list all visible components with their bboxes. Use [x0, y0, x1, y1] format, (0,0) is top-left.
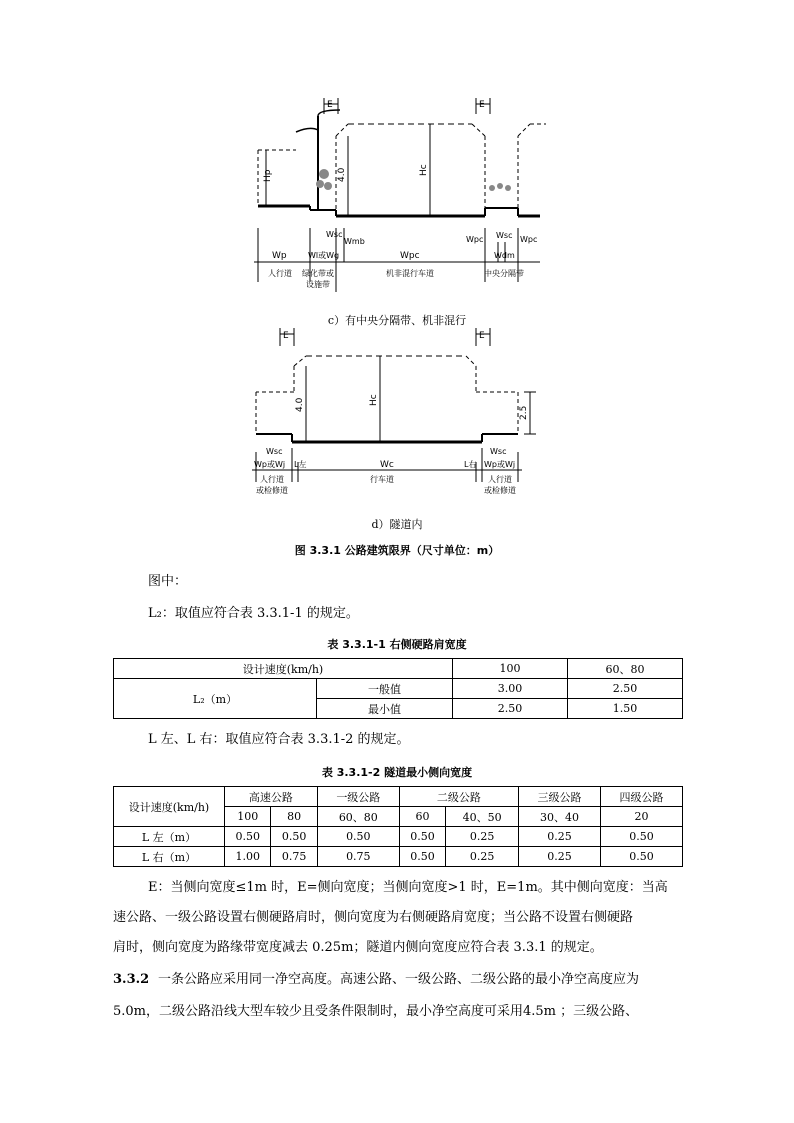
figure-c-caption: c）有中央分隔带、机非混行 — [327, 314, 467, 327]
table-cell: 40、50 — [446, 807, 519, 827]
fig-d-25-label: 2.5 — [519, 405, 529, 420]
fig-d-walk-right-label-1: 人行道 — [488, 475, 512, 484]
fig-c-e-right-label: E — [479, 100, 485, 110]
table2-title: 表 3.3.1-2 隧道最小侧向宽度 — [321, 766, 473, 779]
table-row — [114, 787, 683, 807]
table1 — [113, 658, 683, 719]
table-cell: 0.50 — [317, 827, 399, 847]
fig-d-walk-left-label-2: 或检修道 — [256, 486, 288, 495]
figure-c-diagram — [240, 92, 550, 307]
table-cell: 最小值 — [317, 699, 453, 719]
table-cell: 0.50 — [399, 847, 445, 867]
fig-c-greenbelt-label-1: 绿化带或 — [302, 269, 334, 278]
table-cell: 0.25 — [519, 847, 601, 867]
table-cell: 二级公路 — [399, 787, 518, 807]
fig-c-wlwg-label: Wl或Wg — [308, 251, 340, 260]
table1-title: 表 3.3.1-1 右侧硬路肩宽度 — [327, 638, 467, 651]
fig-d-e-right-label: E — [479, 331, 485, 341]
table-cell: 2.50 — [453, 699, 568, 719]
figure-d-diagram — [240, 322, 550, 512]
fig-c-e-left-label: E — [327, 100, 333, 110]
table-cell: 1.00 — [225, 847, 271, 867]
table-cell: 0.75 — [271, 847, 317, 867]
fig-c-median-label: 中央分隔带 — [484, 269, 524, 278]
fig-c-wpc-main-label: Wpc — [400, 251, 420, 261]
fig-d-wpwj-right-label: Wp或Wj — [484, 460, 516, 469]
table-cell: 80 — [271, 807, 317, 827]
table-cell: 三级公路 — [519, 787, 601, 807]
figure-title: 图 3.3.1 公路建筑限界（尺寸单位：m） — [294, 544, 500, 557]
table-cell: 0.50 — [399, 827, 445, 847]
fig-c-wpc-r-label: Wpc — [520, 235, 538, 244]
table-cell: 2.50 — [568, 679, 683, 699]
l2-text: L₂：取值应符合表 3.3.1-1 的规定。 — [148, 606, 359, 621]
fig-c-wdm-label: Wdm — [494, 251, 515, 260]
fig-d-hc-label: Hc — [369, 394, 379, 406]
fig-c-wpc-l-label: Wpc — [466, 235, 484, 244]
fig-c-40-label: 4.0 — [337, 167, 347, 182]
table-cell: L₂（m） — [114, 679, 317, 719]
fig-c-greenbelt-label-2: 设施带 — [306, 280, 330, 289]
table-cell: 30、40 — [519, 807, 601, 827]
paragraph-e-line3: 肩时，侧向宽度为路缘带宽度减去 0.25m；隧道内侧向宽度应符合表 3.3.1 的规定。 — [113, 940, 603, 955]
fig-c-hc-label: Hc — [419, 164, 429, 176]
table-cell: 0.50 — [225, 827, 271, 847]
table-cell: 一级公路 — [317, 787, 399, 807]
lr-text: L 左、L 右：取值应符合表 3.3.1-2 的规定。 — [148, 732, 410, 747]
intro-text: 图中： — [148, 574, 188, 589]
table-cell: 1.50 — [568, 699, 683, 719]
table-cell: 设计速度(km/h) — [114, 787, 225, 827]
table-cell: 60 — [399, 807, 445, 827]
table-cell: 60、80 — [568, 659, 683, 679]
table-cell: 100 — [225, 807, 271, 827]
table-cell: 设计速度(km/h) — [114, 659, 453, 679]
table-cell: 一般值 — [317, 679, 453, 699]
section-number: 3.3.2 — [113, 972, 150, 987]
fig-c-mixed-lane-label: 机非混行车道 — [386, 269, 434, 278]
fig-d-wsc-left-label: Wsc — [266, 447, 283, 456]
fig-d-wc-label: Wc — [380, 460, 394, 470]
table-cell: 0.75 — [317, 847, 399, 867]
table-cell: 0.25 — [446, 847, 519, 867]
table-cell: 0.50 — [600, 827, 682, 847]
fig-d-walk-right-label-2: 或检修道 — [484, 486, 516, 495]
figure-d-caption: d）隧道内 — [371, 518, 423, 531]
table-cell: 0.25 — [446, 827, 519, 847]
paragraph-e-line2: 速公路、一级公路设置右侧硬路肩时，侧向宽度为右侧硬路肩宽度；当公路不设置右侧硬路 — [113, 910, 634, 925]
table-cell: 100 — [453, 659, 568, 679]
fig-c-wsc2-label: Wsc — [496, 231, 513, 240]
table-cell: 20 — [600, 807, 682, 827]
table-cell: 0.50 — [600, 847, 682, 867]
fig-d-40-label: 4.0 — [295, 397, 305, 412]
fig-d-lz-label: L左 — [294, 460, 307, 469]
fig-d-lane-label: 行车道 — [370, 475, 394, 484]
fig-d-wsc-right-label: Wsc — [490, 447, 507, 456]
table-cell: L 右（m） — [114, 847, 225, 867]
fig-d-e-left-label: E — [283, 331, 289, 341]
fig-d-walk-left-label-1: 人行道 — [260, 475, 284, 484]
table-cell: 60、80 — [317, 807, 399, 827]
table-cell: 3.00 — [453, 679, 568, 699]
fig-c-hp-label: Hp — [263, 169, 273, 182]
paragraph-e-line1: E：当侧向宽度≤1m 时，E=侧向宽度；当侧向宽度>1 时，E=1m。其中侧向宽度：当高 — [148, 880, 668, 895]
paragraph-332-line1: 一条公路应采用同一净空高度。高速公路、一级公路、二级公路的最小净空高度应为 — [158, 972, 640, 987]
table2 — [113, 786, 683, 867]
table-cell: 四级公路 — [600, 787, 682, 807]
paragraph-332-line2: 5.0m，二级公路沿线大型车较少且受条件限制时，最小净空高度可采用4.5m ；三级公路、 — [113, 1004, 639, 1019]
fig-d-wpwj-left-label: Wp或Wj — [254, 460, 286, 469]
table-cell: 0.25 — [519, 827, 601, 847]
table-row — [114, 659, 683, 679]
fig-c-wp-label: Wp — [272, 251, 287, 261]
fig-c-wmb-label: Wmb — [344, 237, 365, 246]
table-row — [114, 847, 683, 867]
fig-c-sidewalk-label: 人行道 — [268, 269, 292, 278]
table-row — [114, 679, 683, 699]
table-row — [114, 827, 683, 847]
table-cell: 0.50 — [271, 827, 317, 847]
fig-c-wsc1-label: Wsc — [326, 230, 343, 239]
fig-d-ly-label: L右 — [464, 460, 477, 469]
table-cell: 高速公路 — [225, 787, 318, 807]
table-cell: L 左（m） — [114, 827, 225, 847]
